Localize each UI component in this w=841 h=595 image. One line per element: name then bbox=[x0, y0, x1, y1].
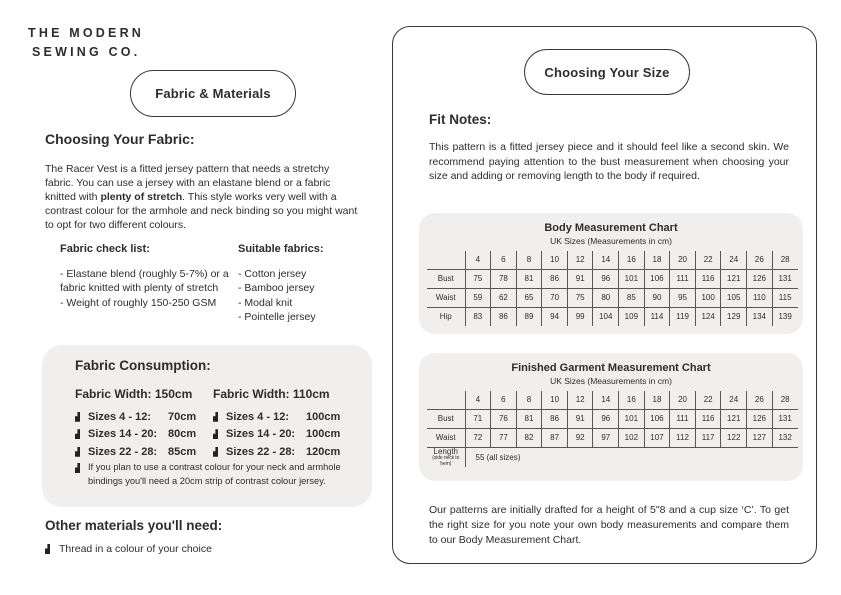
measurement-value-cell: 59 bbox=[465, 288, 491, 307]
measurement-value-cell: 86 bbox=[491, 307, 517, 326]
consumption-column-110 bbox=[213, 387, 340, 461]
measurement-value-cell: 127 bbox=[747, 428, 773, 447]
table-corner-cell bbox=[427, 391, 465, 409]
row-label-cell: Bust bbox=[427, 409, 465, 428]
measurement-value-cell: 126 bbox=[747, 269, 773, 288]
measurement-value-cell: 99 bbox=[567, 307, 593, 326]
size-header-cell: 18 bbox=[644, 251, 670, 269]
measurement-value-cell: 72 bbox=[465, 428, 491, 447]
list-item: Thread in a colour of your choice bbox=[59, 543, 212, 555]
spool-bullet-icon bbox=[213, 447, 218, 457]
choosing-fabric-paragraph bbox=[45, 162, 359, 232]
measurement-value-cell: 106 bbox=[644, 409, 670, 428]
fabric-check-list bbox=[60, 267, 242, 310]
garment-measurement-panel bbox=[419, 353, 803, 481]
measurement-value-cell: 100 bbox=[695, 288, 721, 307]
size-header-cell: 8 bbox=[516, 251, 542, 269]
meterage-value: 100cm bbox=[306, 410, 341, 423]
measurement-value-cell: 87 bbox=[542, 428, 568, 447]
size-range-label: Sizes 14 - 20: bbox=[88, 428, 158, 441]
measurement-value-cell: 106 bbox=[644, 269, 670, 288]
consumption-row bbox=[213, 443, 340, 461]
measurement-value-cell: 91 bbox=[567, 269, 593, 288]
measurement-table bbox=[427, 251, 798, 326]
measurement-value-cell: 94 bbox=[542, 307, 568, 326]
measurement-value-cell: 114 bbox=[644, 307, 670, 326]
size-header-cell: 12 bbox=[567, 251, 593, 269]
fit-notes-paragraph: This pattern is a fitted jersey piece and it should feel like a second skin. We recommend paying attention to the bust measurement when choosing your size and adding or removing length to the body if required. bbox=[429, 141, 789, 183]
contrast-colour-note bbox=[75, 461, 371, 489]
fabric-check-list-heading: Fabric check list: bbox=[60, 243, 150, 255]
size-range-label: Sizes 22 - 28: bbox=[88, 445, 158, 458]
measurement-value-cell: 121 bbox=[721, 409, 747, 428]
note-text: If you plan to use a contrast colour for your neck and armhole bindings you'll need a 20cm strip of contrast colour jersey. bbox=[88, 462, 341, 486]
measurement-value-cell: 65 bbox=[516, 288, 542, 307]
measurement-value-cell: 105 bbox=[721, 288, 747, 307]
measurement-value-cell: 112 bbox=[670, 428, 696, 447]
section-tab-choosing-size bbox=[524, 49, 690, 95]
spool-bullet-icon bbox=[75, 429, 80, 439]
measurement-value-cell: 107 bbox=[644, 428, 670, 447]
measurement-value-cell: 119 bbox=[670, 307, 696, 326]
consumption-row bbox=[75, 408, 196, 426]
measurement-value-cell: 86 bbox=[542, 269, 568, 288]
brand-line-1: THE MODERN bbox=[28, 26, 145, 40]
size-range-label: Sizes 22 - 28: bbox=[226, 445, 296, 458]
measurement-value-cell: 104 bbox=[593, 307, 619, 326]
garment-chart-title: Finished Garment Measurement Chart bbox=[511, 362, 711, 374]
size-header-cell: 10 bbox=[542, 251, 568, 269]
measurement-value-cell: 116 bbox=[695, 409, 721, 428]
row-label-cell: Waist bbox=[427, 428, 465, 447]
measurement-value-cell: 81 bbox=[516, 409, 542, 428]
measurement-value-cell: 101 bbox=[619, 409, 645, 428]
suitable-fabrics-list bbox=[238, 267, 368, 324]
measurement-value-cell: 75 bbox=[465, 269, 491, 288]
garment-measurement-table bbox=[419, 391, 803, 467]
measurement-value-cell: 89 bbox=[516, 307, 542, 326]
paragraph-text: The Racer Vest is a fitted jersey pattern that needs a stretchy fabric. You can use a jersey with an elastane blend or a fabric knitted with bbox=[45, 163, 331, 204]
measurement-value-cell: 96 bbox=[593, 269, 619, 288]
measurement-value-cell: 121 bbox=[721, 269, 747, 288]
body-measurement-table bbox=[419, 251, 803, 326]
garment-chart-subtitle: UK Sizes (Measurements in cm) bbox=[550, 376, 672, 386]
measurement-value-cell: 111 bbox=[670, 409, 696, 428]
table-corner-cell bbox=[427, 251, 465, 269]
measurement-value-cell: 129 bbox=[721, 307, 747, 326]
sizing-footer-note: Our patterns are initially drafted for a height of 5"8 and a cup size ‘C’. To get the right size for you note your own body measurements and compare them to our Body Measurement Chart. bbox=[429, 504, 789, 546]
measurement-value-cell: 132 bbox=[772, 428, 798, 447]
size-header-cell: 6 bbox=[491, 391, 517, 409]
measurement-value-cell: 86 bbox=[542, 409, 568, 428]
row-label-cell: Bust bbox=[427, 269, 465, 288]
body-chart-subtitle: UK Sizes (Measurements in cm) bbox=[550, 236, 672, 246]
meterage-value: 100cm bbox=[306, 428, 341, 441]
meterage-value: 120cm bbox=[306, 445, 341, 458]
measurement-value-cell: 126 bbox=[747, 409, 773, 428]
measurement-value-cell: 139 bbox=[772, 307, 798, 326]
measurement-value-cell: 117 bbox=[695, 428, 721, 447]
measurement-value-cell: 131 bbox=[772, 409, 798, 428]
spool-bullet-icon bbox=[45, 544, 50, 554]
list-item: - Cotton jersey bbox=[238, 268, 307, 280]
size-header-cell: 24 bbox=[721, 251, 747, 269]
measurement-value-cell: 83 bbox=[465, 307, 491, 326]
fabric-width-label: Fabric Width: 150cm bbox=[75, 387, 193, 401]
measurement-value-cell: 82 bbox=[516, 428, 542, 447]
measurement-value-cell: 101 bbox=[619, 269, 645, 288]
measurement-value-cell: 91 bbox=[567, 409, 593, 428]
other-materials-item bbox=[45, 543, 212, 555]
consumption-row bbox=[75, 443, 196, 461]
spool-bullet-icon bbox=[75, 463, 80, 473]
list-item: - Elastane blend (roughly 5-7%) or a fabric knitted with plenty of stretch bbox=[60, 268, 229, 295]
list-item: - Pointelle jersey bbox=[238, 310, 316, 323]
other-materials-heading: Other materials you'll need: bbox=[45, 518, 223, 533]
size-header-cell: 14 bbox=[593, 251, 619, 269]
measurement-value-cell: 124 bbox=[695, 307, 721, 326]
paragraph-bold-text: plenty of stretch bbox=[100, 191, 183, 204]
fabric-width-label: Fabric Width: 110cm bbox=[213, 387, 330, 401]
measurement-value-cell: 70 bbox=[542, 288, 568, 307]
meterage-value: 70cm bbox=[168, 410, 197, 423]
spool-bullet-icon bbox=[213, 429, 218, 439]
measurement-value-cell: 62 bbox=[491, 288, 517, 307]
meterage-value: 85cm bbox=[168, 445, 197, 458]
measurement-value-cell: 111 bbox=[670, 269, 696, 288]
measurement-value-cell: 75 bbox=[567, 288, 593, 307]
brand-line-2: SEWING CO. bbox=[32, 44, 141, 59]
measurement-value-cell: 81 bbox=[516, 269, 542, 288]
row-label-cell: Hip bbox=[427, 307, 465, 326]
consumption-row bbox=[75, 426, 196, 444]
size-header-cell: 20 bbox=[670, 391, 696, 409]
measurement-value-cell: 76 bbox=[491, 409, 517, 428]
measurement-value-cell: 55 (all sizes) bbox=[465, 447, 798, 467]
measurement-value-cell: 116 bbox=[695, 269, 721, 288]
row-label-cell: Waist bbox=[427, 288, 465, 307]
measurement-value-cell: 110 bbox=[747, 288, 773, 307]
measurement-value-cell: 134 bbox=[747, 307, 773, 326]
fabric-consumption-panel bbox=[42, 345, 372, 507]
measurement-value-cell: 122 bbox=[721, 428, 747, 447]
measurement-value-cell: 90 bbox=[644, 288, 670, 307]
section-tab-label: Fabric & Materials bbox=[155, 86, 271, 101]
measurement-value-cell: 96 bbox=[593, 409, 619, 428]
measurement-value-cell: 97 bbox=[593, 428, 619, 447]
size-header-cell: 14 bbox=[593, 391, 619, 409]
size-header-cell: 24 bbox=[721, 391, 747, 409]
size-range-label: Sizes 4 - 12: bbox=[226, 410, 289, 423]
measurement-value-cell: 109 bbox=[619, 307, 645, 326]
measurement-value-cell: 115 bbox=[772, 288, 798, 307]
size-header-cell: 12 bbox=[567, 391, 593, 409]
size-range-label: Sizes 4 - 12: bbox=[88, 410, 151, 423]
size-header-cell: 16 bbox=[619, 391, 645, 409]
measurement-value-cell: 92 bbox=[567, 428, 593, 447]
measurement-value-cell: 80 bbox=[593, 288, 619, 307]
list-item: - Modal knit bbox=[238, 296, 293, 309]
measurement-table bbox=[427, 391, 798, 467]
size-header-cell: 28 bbox=[772, 391, 798, 409]
row-label-cell: Length (side neck to hem) bbox=[427, 447, 465, 467]
measurement-value-cell: 85 bbox=[619, 288, 645, 307]
suitable-fabrics-heading: Suitable fabrics: bbox=[238, 243, 324, 255]
spool-bullet-icon bbox=[213, 412, 218, 422]
size-header-cell: 22 bbox=[695, 251, 721, 269]
size-header-cell: 18 bbox=[644, 391, 670, 409]
size-header-cell: 20 bbox=[670, 251, 696, 269]
fit-notes-heading: Fit Notes: bbox=[429, 112, 492, 127]
size-header-cell: 10 bbox=[542, 391, 568, 409]
size-header-cell: 28 bbox=[772, 251, 798, 269]
size-range-label: Sizes 14 - 20: bbox=[226, 428, 296, 441]
section-tab-fabric-materials bbox=[130, 70, 296, 117]
consumption-column-150 bbox=[75, 387, 196, 461]
meterage-value: 80cm bbox=[168, 428, 197, 441]
spool-bullet-icon bbox=[75, 412, 80, 422]
section-tab-label: Choosing Your Size bbox=[544, 64, 670, 80]
spool-bullet-icon bbox=[75, 447, 80, 457]
list-item: - Bamboo jersey bbox=[238, 282, 315, 295]
size-header-cell: 26 bbox=[747, 391, 773, 409]
size-header-cell: 26 bbox=[747, 251, 773, 269]
measurement-value-cell: 71 bbox=[465, 409, 491, 428]
list-item: - Weight of roughly 150-250 GSM bbox=[60, 296, 217, 309]
size-header-cell: 4 bbox=[465, 251, 491, 269]
size-header-cell: 6 bbox=[491, 251, 517, 269]
measurement-value-cell: 77 bbox=[491, 428, 517, 447]
body-measurement-panel bbox=[419, 213, 803, 334]
measurement-value-cell: 78 bbox=[491, 269, 517, 288]
measurement-value-cell: 131 bbox=[772, 269, 798, 288]
brand-logo bbox=[28, 24, 144, 62]
body-chart-title: Body Measurement Chart bbox=[544, 222, 678, 234]
size-header-cell: 16 bbox=[619, 251, 645, 269]
measurement-value-cell: 102 bbox=[619, 428, 645, 447]
consumption-row bbox=[213, 426, 340, 444]
measurement-value-cell: 95 bbox=[670, 288, 696, 307]
choosing-fabric-heading: Choosing Your Fabric: bbox=[45, 131, 195, 147]
paragraph-text: . This style works very well with a contrast colour for the armhole and neck binding so you might want to opt for two different colours. bbox=[45, 191, 358, 232]
fabric-consumption-heading: Fabric Consumption: bbox=[75, 358, 211, 373]
consumption-row bbox=[213, 408, 340, 426]
size-header-cell: 4 bbox=[465, 391, 491, 409]
size-header-cell: 8 bbox=[516, 391, 542, 409]
size-header-cell: 22 bbox=[695, 391, 721, 409]
choosing-your-size-page bbox=[392, 26, 817, 564]
